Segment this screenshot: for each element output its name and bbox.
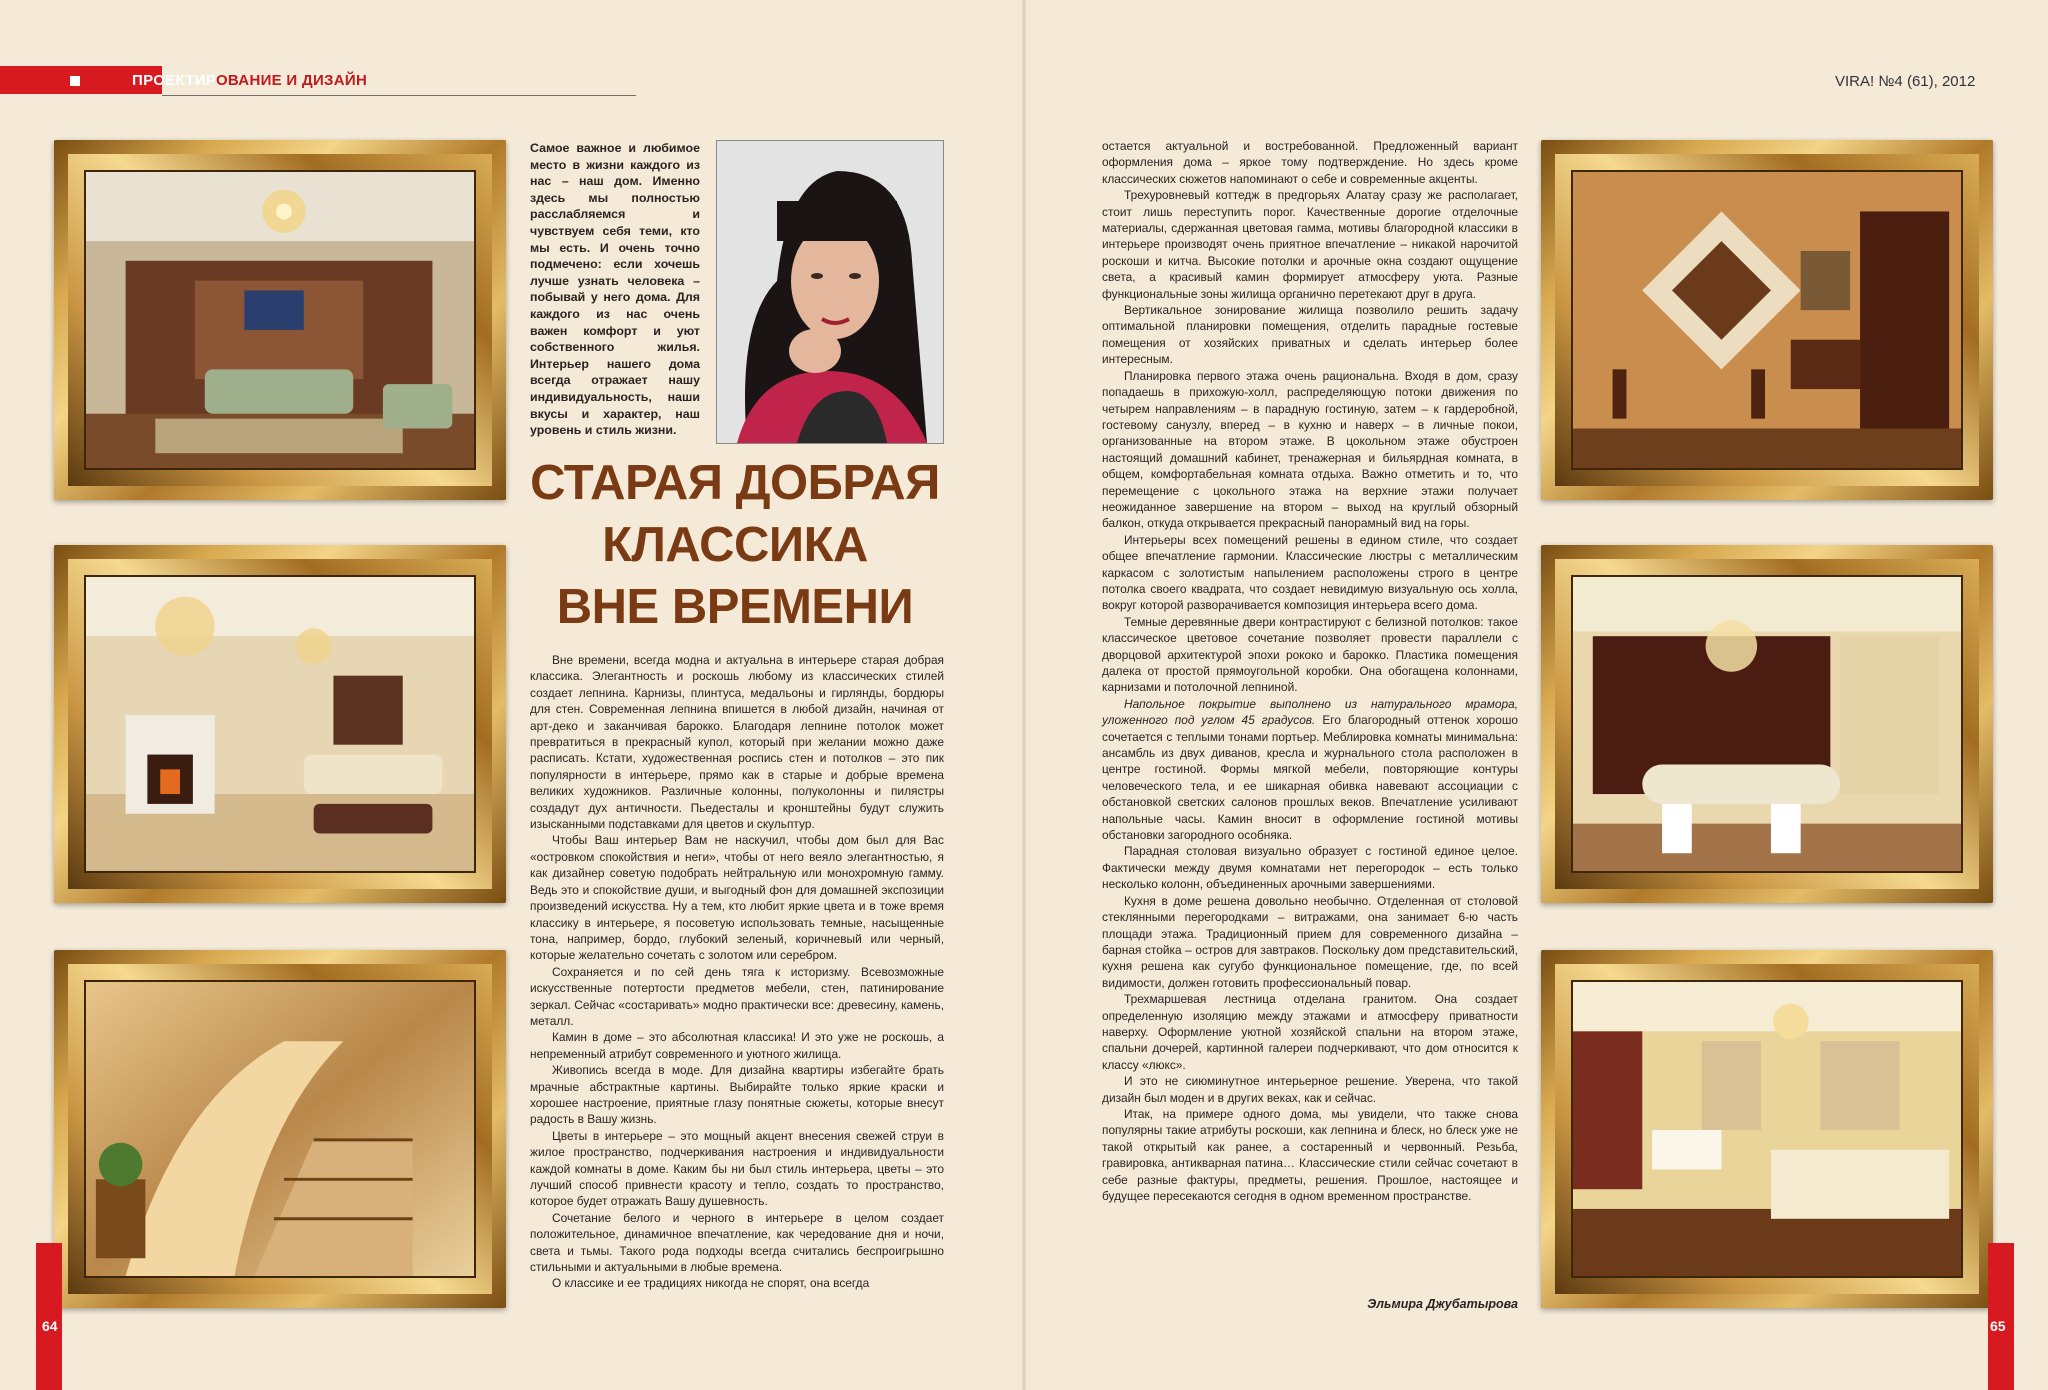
paragraph: Сохраняется и по сей день тяга к историзму. Всевозможные искусственные потертости предметов мебели, стен, патинирование зеркал. Сейчас «состаривать» модно практически все: древесину, камень, металл. xyxy=(530,964,944,1028)
paragraph-marble-rest: Его благородный оттенок хорошо сочетается с теплыми тонами портьер. Меблировка комнаты минимальна: ансамбль из двух диванов, кресла и журнального стола расположен в центре гостиной. Формы мягкой мебели, повторяющие контуры человеческого тела, и ее шикарная обивка навевают ассоциации с обстановкой светских салонов прошлых веков. Впечатление усиливают напольные часы. Камин вносит в оформление гостиной мотивы обстановки загородного особняка. xyxy=(1102,713,1518,843)
author-signature: Эльмира Джубатырова xyxy=(1367,1297,1518,1311)
section-label-red: ОВАНИЕ И ДИЗАЙН xyxy=(215,72,368,89)
header-rule xyxy=(162,95,636,96)
title-line-3: ВНЕ ВРЕМЕНИ xyxy=(556,580,914,634)
article-column-right xyxy=(1102,138,1518,1204)
paragraph: Интерьеры всех помещений решены в едином стиле, что создает общее впечатление гармонии. Классические люстры с металлическим каркасом с золотистым напылением расположены строго в центре потолка своего квадрата, что создает невидимую визуальную ось холла, вокруг которой разворачивается композиция интерьера всего дома. xyxy=(1102,532,1518,613)
section-label-white: ПРОЕКТИР xyxy=(132,72,216,89)
photo-fireplace-room xyxy=(84,575,476,873)
paragraph: Сочетание белого и черного в интерьере в целом создает положительное, динамичное впечатление, как чередование дня и ночи, света и тьмы. Такого рода подходы всегда считались беспроигрышно стильными и актуальными в любые времена. xyxy=(530,1210,944,1275)
photo-living-room xyxy=(84,170,476,470)
title-line-2: КЛАССИКА xyxy=(602,518,868,572)
paragraph: Камин в доме – это абсолютная классика! И это уже не роскошь, а непременный атрибут современного и уютного жилища. xyxy=(530,1030,944,1061)
page-tab-left xyxy=(36,1243,62,1390)
page-gutter xyxy=(1022,0,1026,1390)
paragraph: Вне времени, всегда модна и актуальна в интерьере старая добрая классика. Элегантность и роскошь любому из классических стилей создает лепнина. Карнизы, плинтуса, медальоны и гирлянды, бордюры для стен. Современная лепнина впишется в любой дизайн, начиная от арт-деко и заканчивая барокко. Благодаря лепнине потолок может превратиться в прекрасный купол, который при желании можно даже расписать. Кстати, художественная роспись стен и потолков – это пик популярности в интерьере, прямо как в старые и добрые времена великих художников. Различные колонны, полуколонны и пилястры создадут дух античности. Пьедесталы и кронштейны будут служить изысканными подставками для цветов и скульптур. xyxy=(530,653,944,832)
photo-frame-wine-niche xyxy=(1541,140,1993,500)
page-number-right: 65 xyxy=(1990,1318,2006,1334)
paragraph: остается актуальной и востребованной. Предложенный вариант оформления дома – яркое тому подтверждение. Но здесь кроме классических сюжетов напоминают о себе и современные акценты. xyxy=(1102,139,1518,186)
paragraph-marble xyxy=(1102,696,1518,844)
paragraph: Планировка первого этажа очень рациональна. Входя в дом, сразу попадаешь в прихожую-холл, распределяющую потоки движения по четырем направлениям – в парадную гостиную, затем – к гардеробной, гостевому санузлу, вперед – в кухню и наверх – в личные покои, организованные на втором этаже. В цокольном этаже обустроен настоящий домашний кабинет, тренажерная и бильярдная комната, в общем, комфортабельная комната отдыха. Важно отметить и то, что перемещение с цокольного этажа на верхние этажи получает неожиданное завершение на втором – выход на круглый обзорный балкон, откуда открывается прекрасный панорамный вид на горы. xyxy=(1102,368,1518,531)
photo-wine-niche xyxy=(1571,170,1963,470)
paragraph: Трехмаршевая лестница отделана гранитом. Она создает определенную изоляцию между этажами и атмосферу приватности наверху. Оформление уютной хозяйской спальни на втором этаже, спальни дочерей, картинной галереи подчеркивают, что дом относится к классу «люкс». xyxy=(1102,992,1518,1072)
author-portrait xyxy=(716,140,944,444)
section-label xyxy=(132,72,367,89)
paragraph: Парадная столовая визуально образует с гостиной единое целое. Фактически между двумя комнатами нет перегородок – есть только несколько колонн, объединенных арочными завершениями. xyxy=(1102,844,1518,892)
page-number-left: 64 xyxy=(42,1318,58,1334)
paragraph: Трехуровневый коттедж в предгорьях Алатау сразу же располагает, стоит лишь переступить порог. Качественные дорогие отделочные материалы, сдержанная цветовая гамма, мотивы благородной классики в интерьере производят очень приятное впечатление – никакой нарочитой роскоши и китча. Высокие потолки и арочные окна создают ощущение света, а красивый камин формирует атмосферу уюта. Разные функциональные зоны жилища органично перетекают друг в друга. xyxy=(1102,188,1518,301)
lead-paragraph: Самое важное и любимое место в жизни каждого из нас – наш дом. Именно здесь мы полностью расслабляемся и чувствуем себя теми, кто мы есть. И очень точно подмечено: если хочешь лучше узнать человека – побывай у него дома. Для каждого из нас очень важен комфорт и уют собственного жилья. Интерьер нашего дома всегда отражает нашу индивидуальность, наши вкусы и характер, наш уровень и стиль жизни. xyxy=(530,141,700,438)
photo-kitchen xyxy=(1571,575,1963,873)
photo-bedroom xyxy=(1571,980,1963,1278)
section-header-bar xyxy=(0,66,120,94)
issue-label: VIRA! №4 (61), 2012 xyxy=(1835,73,1976,90)
photo-frame-living-room xyxy=(54,140,506,500)
photo-frame-fireplace-room xyxy=(54,545,506,903)
paragraph: Вертикальное зонирование жилища позволило решить задачу оптимальной планировки помещения, отделить парадные гостевые помещения от хозяйских приватных и сделать интерьер более интересным. xyxy=(1102,303,1518,367)
article-title xyxy=(520,452,950,638)
title-line-1: СТАРАЯ ДОБРАЯ xyxy=(530,456,940,510)
page-tab-right xyxy=(1988,1243,2014,1390)
paragraph: Кухня в доме решена довольно необычно. Отделенная от столовой стеклянными перегородками – витражами, она занимает 6-ю часть площади этажа. Традиционный прием для современного дизайна – барная стойка – остров для завтраков. Поскольку дом представительский, кухня решена как сугубо функциональное помещение, где, по всей видимости, должен готовить профессиональный повар. xyxy=(1102,893,1518,990)
article-column-left xyxy=(530,652,944,1292)
header-square-icon xyxy=(70,76,80,86)
photo-frame-kitchen xyxy=(1541,545,1993,903)
paragraph: Итак, на примере одного дома, мы увидели, что также снова популярны такие атрибуты роскоши, как лепнина и блеск, но блеск уже не такой открытый как ранее, а состаренный и червонный. Резьба, гравировка, антикварная патина… Классические стили сейчас сочетают в себе разные фактуры, предметы, решения. Прошлое, настоящее и будущее пересекаются сегодня в одном временном пространстве. xyxy=(1102,1106,1518,1203)
photo-frame-bedroom xyxy=(1541,950,1993,1308)
paragraph: О классике и ее традициях никогда не спорят, она всегда xyxy=(552,1276,870,1291)
italic-prefix: Напольное покрытие выполнено из натурального мрамора, уложенного под углом 45 градусов. xyxy=(1102,696,1518,728)
photo-frame-staircase xyxy=(54,950,506,1308)
photo-staircase xyxy=(84,980,476,1278)
paragraph: Живопись всегда в моде. Для дизайна квартиры избегайте брать мрачные абстрактные картины. Выбирайте только яркие краски и хорошее настроение, приятные глазу понятные сюжеты, которые внесут радость в Вашу жизнь. xyxy=(530,1063,944,1127)
paragraph: Чтобы Ваш интерьер Вам не наскучил, чтобы дом был для Вас «островком спокойствия и неги», чтобы от него веяло элегантностью, я как дизайнер советую подобрать нейтральную или монохромную гамму. Ведь это и спокойствие души, и выгодный фон для домашней экспозиции произведений искусства. Ну а тем, кто любит яркие цвета и в тоже время классику в интерьере, я посоветую использовать темные, насыщенные тона, например, бордо, глубокий зеленый, коричневый или черный, которые желательно сочетать с золотом или серебром. xyxy=(530,833,944,963)
paragraph: Темные деревянные двери контрастируют с белизной потолков: такое классическое цветовое сочетание позволяет провести параллели с дворцовой архитектурой эпохи рококо и барокко. Пластика помещения далека от простой прямоугольной коробки. Она обогащена колоннами, карнизами и потолочной лепниной. xyxy=(1102,614,1518,695)
paragraph: И это не сиюминутное интерьерное решение. Уверена, что такой дизайн был моден и в других веках, как и сейчас. xyxy=(1102,1074,1518,1105)
paragraph: Цветы в интерьере – это мощный акцент внесения свежей струи в жилое пространство, подчеркивания настроения и индивидуальности каждой комнаты в доме. Каким бы ни был стиль интерьера, цветы – это лучший способ привнести красоту и тепло, создать то пространство, которое будет отражать Вашу душевность. xyxy=(530,1128,944,1209)
